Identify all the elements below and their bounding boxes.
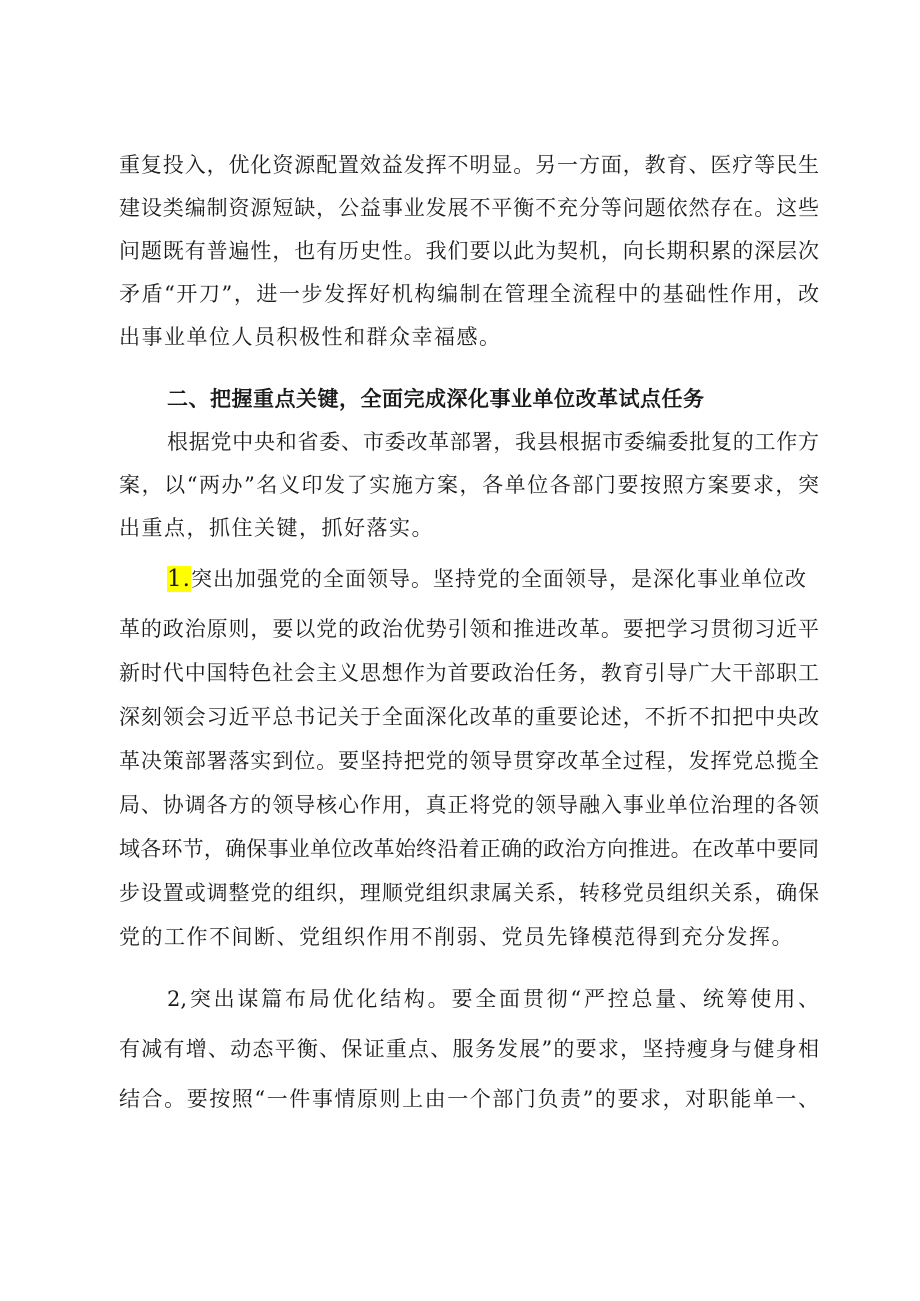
intro-line-2: 建设类编制资源短缺，公益事业发展不平衡不充分等问题依然存在。这些 [119, 196, 819, 220]
section-heading: 二、把握重点关键，全面完成深化事业单位改革试点任务 [167, 387, 705, 411]
intro-line-1: 重复投入，优化资源配置效益发挥不明显。另一方面，教育、医疗等民生 [119, 153, 819, 177]
item1-first-line-text: 突出加强党的全面领导。坚持党的全面领导，是深化事业单位改 [190, 567, 807, 591]
item2-line-2: 有减有增、动态平衡、保证重点、服务发展”的要求，坚持瘦身与健身相 [119, 1037, 819, 1061]
item1-line-4: 深刻领会习近平总书记关于全面深化改革的重要论述，不折不扣把中央改 [119, 705, 819, 729]
item1-line-2: 革的政治原则，要以党的政治优势引领和推进改革。要把学习贯彻习近平 [119, 617, 819, 641]
section-intro-line-2: 案，以“两办”名义印发了实施方案，各单位各部门要按照方案要求，突 [119, 473, 819, 497]
item1-line-9: 党的工作不间断、党组织作用不削弱、党员先锋模范得到充分发挥。 [119, 925, 794, 949]
section-intro-line-1: 根据党中央和省委、市委改革部署，我县根据市委编委批复的工作方 [167, 430, 819, 454]
item2-line-3: 结合。要按照“一件事情原则上由一个部门负责”的要求，对职能单一、 [119, 1087, 819, 1111]
item1-number-highlight: 1. [167, 566, 191, 592]
intro-line-3: 问题既有普遍性，也有历史性。我们要以此为契机，向长期积累的深层次 [119, 239, 819, 263]
intro-line-4: 矛盾“开刀”，进一步发挥好机构编制在管理全流程中的基础性作用，改 [119, 282, 819, 306]
section-intro-line-3: 出重点，抓住关键，抓好落实。 [119, 516, 434, 540]
item2-first-line: 2,突出谋篇布局优化结构。要全面贯彻“严控总量、统筹使用、 [167, 987, 819, 1011]
item1-line-8: 步设置或调整党的组织，理顺党组织隶属关系，转移党员组织关系，确保 [119, 881, 819, 905]
intro-line-5: 出事业单位人员积极性和群众幸福感。 [119, 325, 502, 349]
item1-line-3: 新时代中国特色社会主义思想作为首要政治任务，教育引导广大干部职工 [119, 661, 819, 685]
item1-line-7: 域各环节，确保事业单位改革始终沿着正确的政治方向推进。在改革中要同 [119, 837, 819, 861]
item1-first-line [167, 564, 819, 594]
item1-line-6: 局、协调各方的领导核心作用，真正将党的领导融入事业单位治理的各领 [119, 793, 819, 817]
item1-line-5: 革决策部署落实到位。要坚持把党的领导贯穿改革全过程，发挥党总揽全 [119, 749, 819, 773]
